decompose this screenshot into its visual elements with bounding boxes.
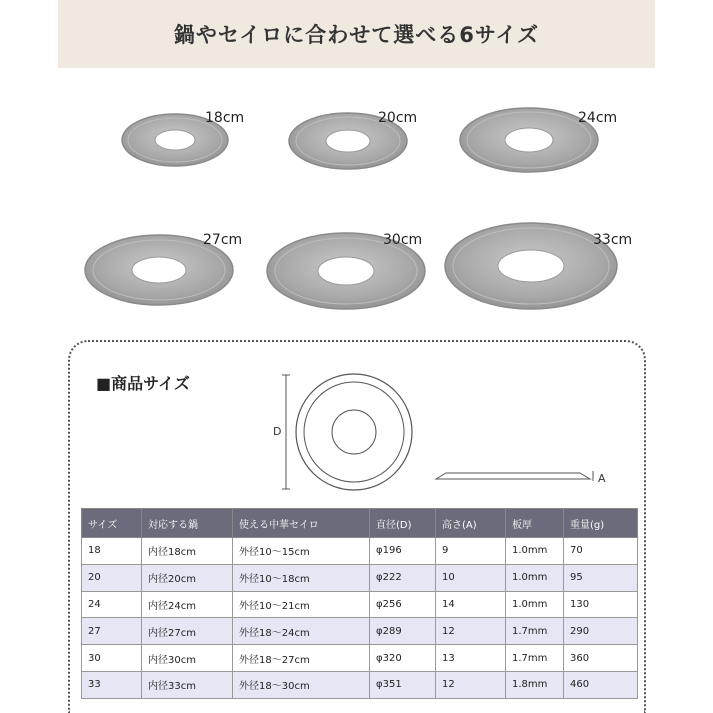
cell-weight: 360 [564, 645, 638, 672]
header-size: サイズ [82, 509, 142, 538]
cell-diameter: φ196 [370, 538, 436, 565]
cell-diameter: φ351 [370, 671, 436, 698]
cell-pot: 内径20cm [142, 564, 233, 591]
cell-size: 27 [82, 618, 142, 645]
cell-diameter: φ256 [370, 591, 436, 618]
header-steamer: 使える中華セイロ [233, 509, 370, 538]
diagram-label-d: D [273, 425, 282, 438]
table-row [82, 538, 638, 565]
plate-label-20cm: 20cm [378, 110, 418, 126]
header-thickness: 板厚 [506, 509, 564, 538]
cell-thickness: 1.7mm [506, 645, 564, 672]
header-weight: 重量(g) [564, 509, 638, 538]
banner-title: 鍋やセイロに合わせて選べる6サイズ [173, 23, 540, 47]
cell-steamer: 外径10～15cm [233, 538, 370, 565]
cell-height: 9 [436, 538, 506, 565]
cell-height: 12 [436, 671, 506, 698]
header-diameter: 直径(D) [370, 509, 436, 538]
cell-weight: 95 [564, 564, 638, 591]
plate-label-27cm: 27cm [203, 232, 243, 248]
cell-weight: 460 [564, 671, 638, 698]
plate-label-24cm: 24cm [578, 110, 618, 126]
cell-steamer: 外径10～21cm [233, 591, 370, 618]
cell-pot: 内径33cm [142, 671, 233, 698]
table-row [82, 671, 638, 698]
cell-steamer: 外径18～27cm [233, 645, 370, 672]
plate-label-30cm: 30cm [383, 232, 423, 248]
table-row [82, 618, 638, 645]
cell-size: 20 [82, 564, 142, 591]
cell-weight: 70 [564, 538, 638, 565]
cell-steamer: 外径18～30cm [233, 671, 370, 698]
spec-table [81, 508, 638, 699]
table-row [82, 645, 638, 672]
cell-diameter: φ289 [370, 618, 436, 645]
cell-height: 12 [436, 618, 506, 645]
title-banner [58, 0, 655, 68]
cell-diameter: φ320 [370, 645, 436, 672]
cell-thickness: 1.0mm [506, 564, 564, 591]
plate-side-view-diagram [430, 465, 620, 493]
cell-height: 14 [436, 591, 506, 618]
cell-size: 33 [82, 671, 142, 698]
cell-pot: 内径27cm [142, 618, 233, 645]
plate-label-18cm: 18cm [205, 110, 245, 126]
cell-steamer: 外径18～24cm [233, 618, 370, 645]
cell-thickness: 1.0mm [506, 538, 564, 565]
cell-thickness: 1.7mm [506, 618, 564, 645]
table-row [82, 564, 638, 591]
cell-pot: 内径18cm [142, 538, 233, 565]
header-height: 高さ(A) [436, 509, 506, 538]
header-pot: 対応する鍋 [142, 509, 233, 538]
cell-thickness: 1.0mm [506, 591, 564, 618]
cell-size: 24 [82, 591, 142, 618]
cell-weight: 130 [564, 591, 638, 618]
cell-size: 30 [82, 645, 142, 672]
cell-pot: 内径30cm [142, 645, 233, 672]
cell-pot: 内径24cm [142, 591, 233, 618]
table-row [82, 591, 638, 618]
cell-thickness: 1.8mm [506, 671, 564, 698]
plate-label-33cm: 33cm [593, 232, 633, 248]
plate-top-view-diagram [270, 365, 430, 495]
diagram-label-a: A [598, 472, 606, 485]
spec-heading: ■商品サイズ [96, 374, 190, 393]
cell-height: 10 [436, 564, 506, 591]
cell-size: 18 [82, 538, 142, 565]
cell-height: 13 [436, 645, 506, 672]
cell-steamer: 外径10～18cm [233, 564, 370, 591]
cell-diameter: φ222 [370, 564, 436, 591]
spec-table-header-row [82, 509, 638, 538]
cell-weight: 290 [564, 618, 638, 645]
